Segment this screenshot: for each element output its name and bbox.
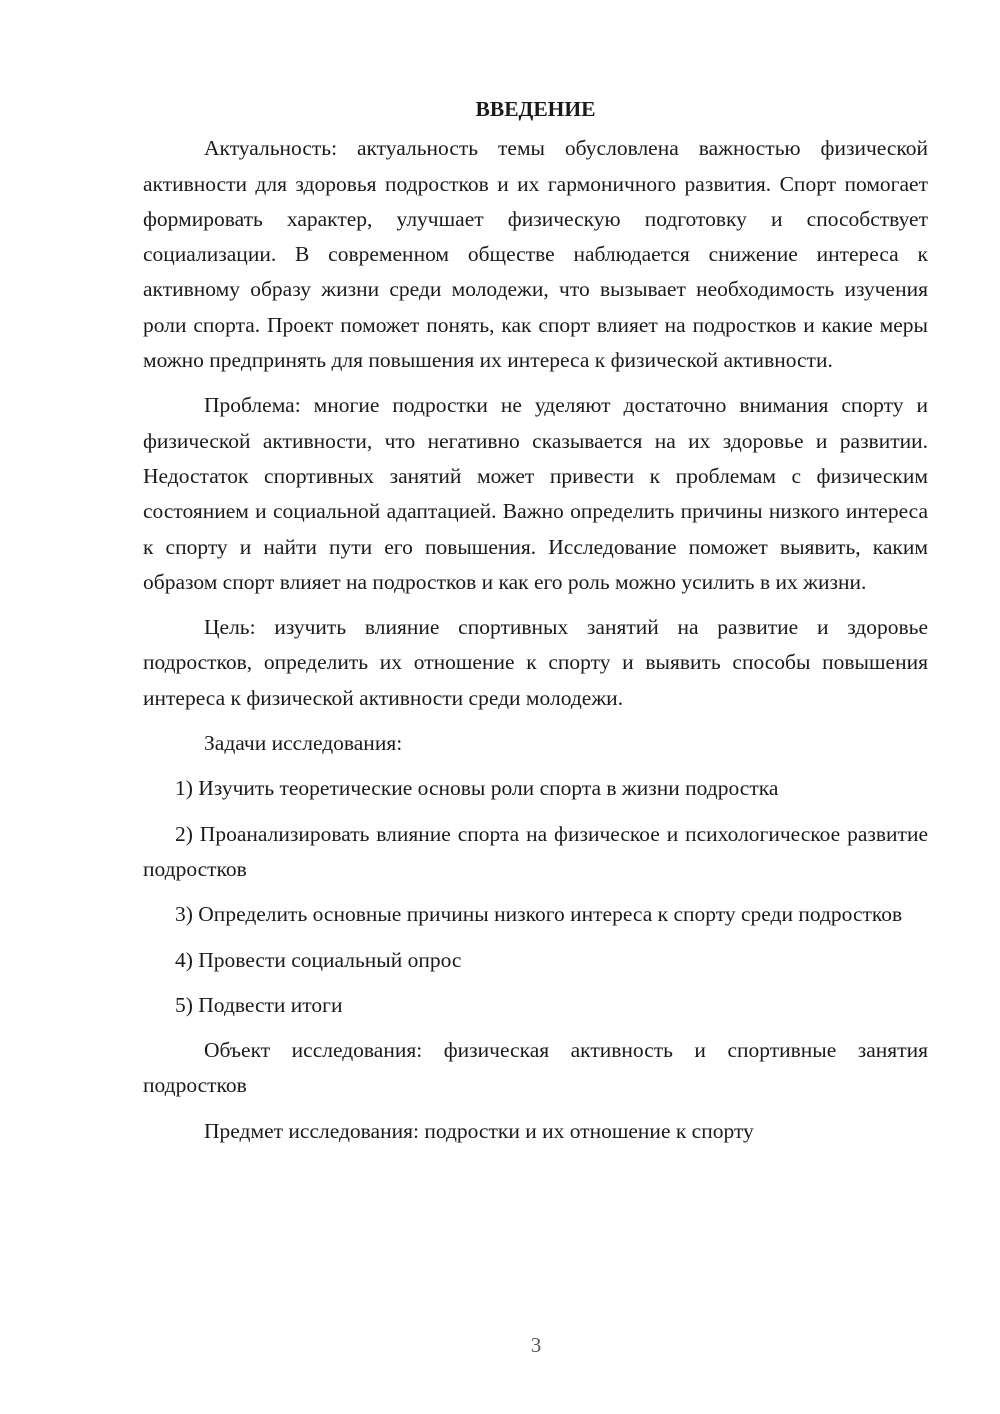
task-item-1: 1) Изучить теоретические основы роли спорта в жизни подростка [175, 776, 779, 801]
task-item-2: 2) Проанализировать влияние спорта на физическое и психологическое развитие подростков [143, 821, 928, 881]
task-item-4: 4) Провести социальный опрос [175, 947, 462, 972]
paragraph-relevance: Актуальность: актуальность темы обусловлена важностью физической активности для здоровья подростков и их гармоничного развития. Спорт помогает формировать характер, улучшает физическую подготовку и способствует социализации. В современном обществе наблюдается снижение интереса к активному образу жизни среди молодежи, что вызывает необходимость изучения роли спорта. Проект поможет понять, как спорт влияет на подростков и какие меры можно предпринять для повышения их интереса к физической активности. [143, 136, 928, 373]
task-item-3: 3) Определить основные причины низкого интереса к спорту среди подростков [175, 902, 903, 927]
section-title: ВВЕДЕНИЕ [475, 97, 596, 121]
paragraph-research-subject: Предмет исследования: подростки и их отношение к спорту [204, 1118, 754, 1143]
paragraph-goal: Цель: изучить влияние спортивных занятий на развитие и здоровье подростков, определить их отношение к спорту и выявить способы повышения интереса к физической активности среди молодежи. [143, 615, 928, 710]
paragraph-tasks-heading: Задачи исследования: [204, 731, 403, 756]
document-page [143, 92, 928, 1159]
paragraph-problem: Проблема: многие подростки не уделяют достаточно внимания спорту и физической активности, что негативно сказывается на их здоровье и развитии. Недостаток спортивных занятий может привести к проблемам с физическим состоянием и социальной адаптацией. Важно определить причины низкого интереса к спорту и найти пути его повышения. Исследование поможет выявить, каким образом спорт влияет на подростков и как его роль можно усилить в их жизни. [143, 393, 928, 594]
page-number: 3 [530, 1333, 542, 1357]
paragraph-research-object: Объект исследования: физическая активность и спортивные занятия подростков [143, 1038, 928, 1098]
task-item-5: 5) Подвести итоги [175, 992, 343, 1017]
